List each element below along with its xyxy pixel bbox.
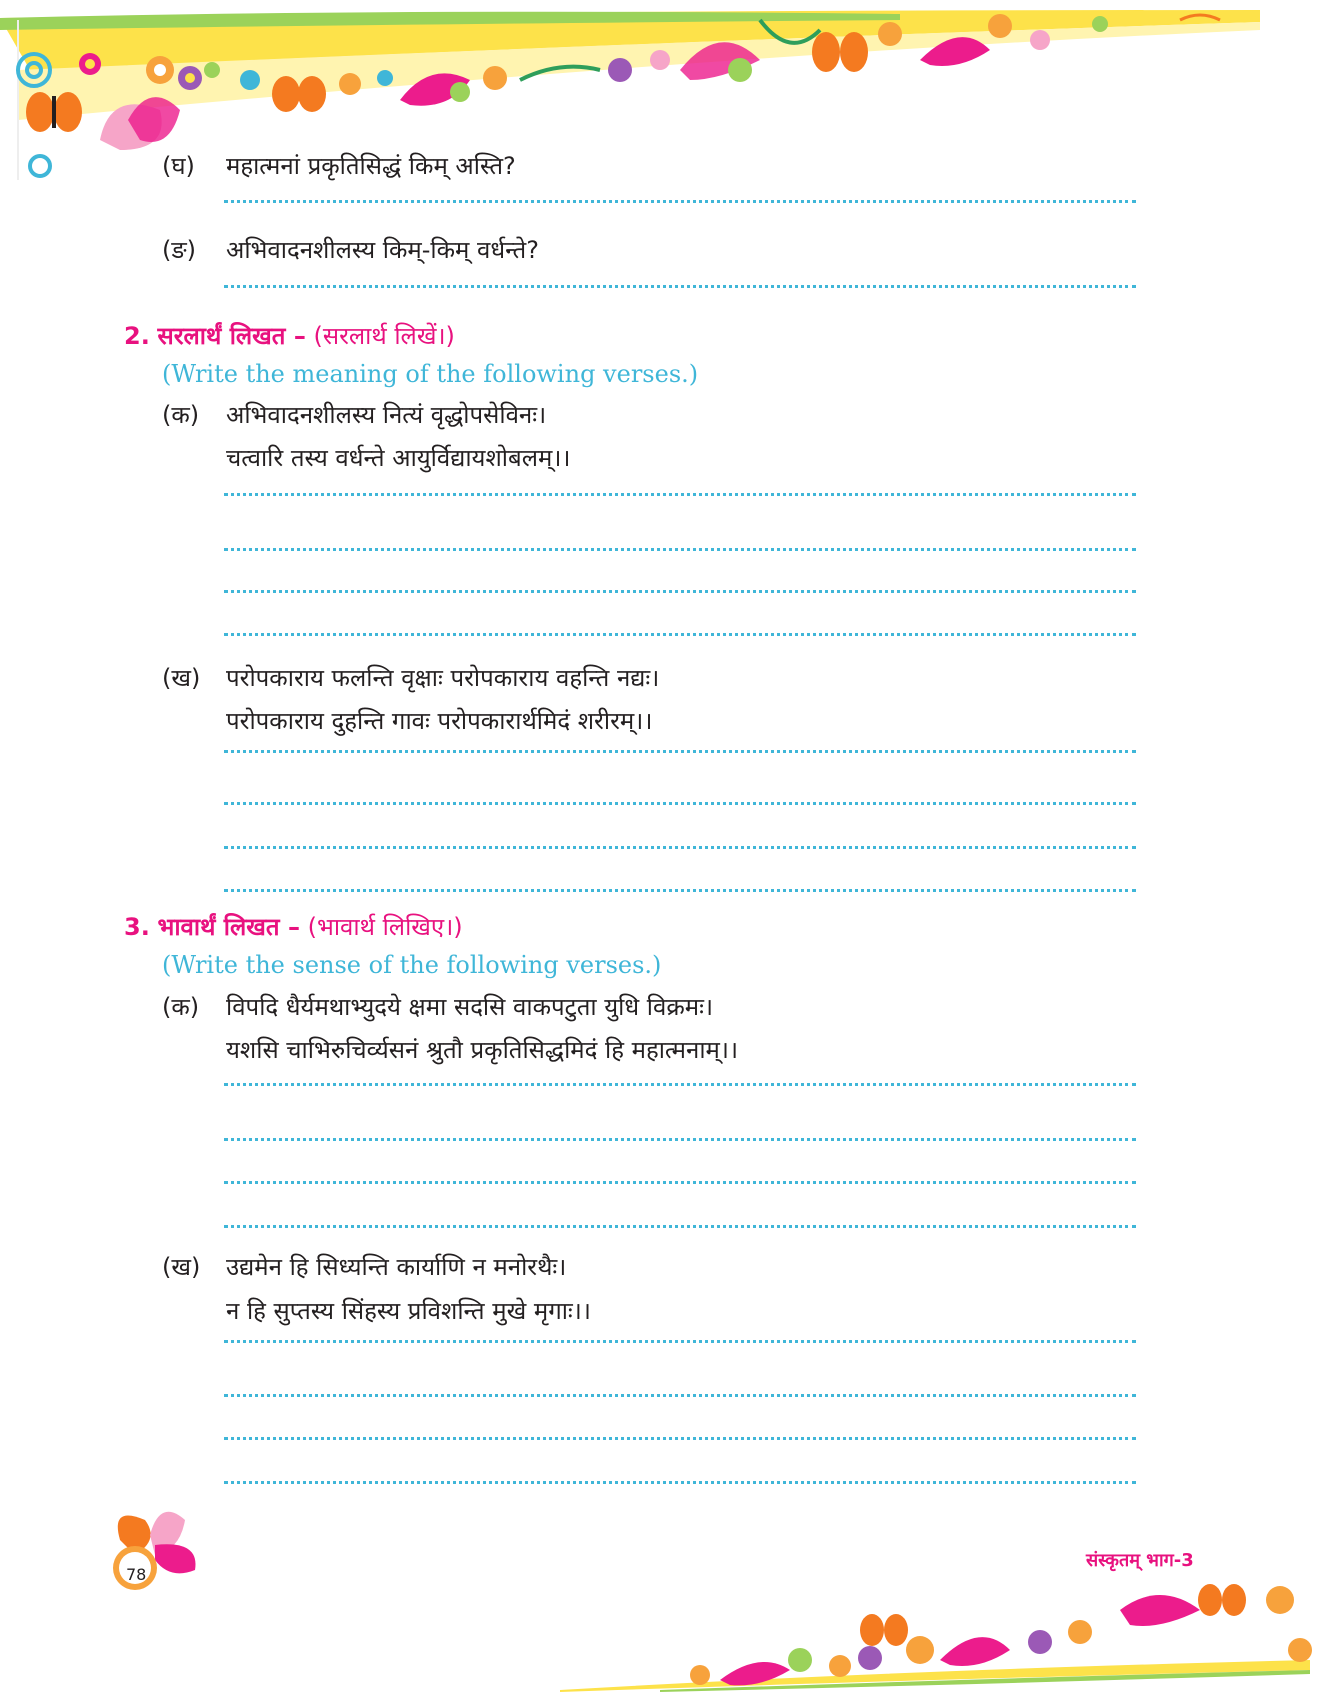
answer-line[interactable] <box>224 548 1136 551</box>
answer-line[interactable] <box>224 590 1136 593</box>
answer-line[interactable] <box>224 493 1136 496</box>
verse-text: परोपकाराय फलन्ति वृक्षाः परोपकाराय वहन्ति नद्यः। <box>226 664 660 692</box>
verse-ka-line1 <box>162 400 546 430</box>
answer-line[interactable] <box>224 633 1136 636</box>
verse-ka-line2: चत्वारि तस्य वर्धन्ते आयुर्विद्यायशोबलम्।। <box>226 444 571 472</box>
verse-text: उद्यमेन हि सिध्यन्ति कार्याणि न मनोरथैः। <box>226 1253 567 1281</box>
question-gha <box>162 151 516 181</box>
verse-kha-line1 <box>162 1252 566 1282</box>
section-hindi-instruction: (सरलार्थ लिखें।) <box>313 322 455 350</box>
bottom-decoration <box>0 1570 1332 1692</box>
section-number: 3. <box>124 913 150 941</box>
verse-ka-line2: यशसि चाभिरुचिर्व्यसनं श्रुतौ प्रकृतिसिद्धमिदं हि महात्मनाम्।। <box>226 1036 739 1064</box>
question-label: (घ) <box>162 152 195 180</box>
answer-line[interactable] <box>224 1225 1136 1228</box>
verse-text: अभिवादनशीलस्य नित्यं वृद्धोपसेविनः। <box>226 401 547 429</box>
question-text: अभिवादनशीलस्य किम्-किम् वर्धन्ते? <box>226 236 539 264</box>
answer-line[interactable] <box>224 846 1136 849</box>
verse-label: (ख) <box>162 1253 201 1281</box>
answer-line[interactable] <box>224 802 1136 805</box>
section-title: भावार्थं लिखत – <box>157 913 300 941</box>
answer-line[interactable] <box>224 1340 1136 1343</box>
page-number: 78 <box>126 1565 147 1584</box>
verse-label: (ख) <box>162 664 201 692</box>
answer-line[interactable] <box>224 889 1136 892</box>
answer-line[interactable] <box>224 1181 1136 1184</box>
section-hindi-instruction: (भावार्थ लिखिए।) <box>307 913 463 941</box>
verse-kha-line2: न हि सुप्तस्य सिंहस्य प्रविशन्ति मुखे मृगाः।। <box>226 1297 591 1325</box>
answer-line[interactable] <box>224 200 1136 203</box>
answer-line[interactable] <box>224 1394 1136 1397</box>
section-title: सरलार्थं लिखत – <box>157 322 306 350</box>
answer-line[interactable] <box>224 750 1136 753</box>
section3-heading <box>124 912 463 942</box>
verse-label: (क) <box>162 993 200 1021</box>
verse-label: (क) <box>162 401 200 429</box>
answer-line[interactable] <box>224 1437 1136 1440</box>
verse-kha-line2: परोपकाराय दुहन्ति गावः परोपकारार्थमिदं शरीरम्।। <box>226 707 653 735</box>
section2-heading <box>124 321 455 351</box>
answer-line[interactable] <box>224 285 1136 288</box>
answer-line[interactable] <box>224 1481 1136 1484</box>
answer-line[interactable] <box>224 1083 1136 1086</box>
question-text: महात्मनां प्रकृतिसिद्धं किम् अस्ति? <box>226 152 516 180</box>
question-label: (ङ) <box>162 236 197 264</box>
section3-english-instruction: (Write the sense of the following verses.) <box>162 951 662 979</box>
butterfly-icon <box>26 92 82 132</box>
section2-english-instruction: (Write the meaning of the following verses.) <box>162 360 699 388</box>
book-title: संस्कृतम् भाग-3 <box>1086 1550 1194 1571</box>
verse-kha-line1 <box>162 663 659 693</box>
section-number: 2. <box>124 322 150 350</box>
verse-text: विपदि धैर्यमथाभ्युदये क्षमा सदसि वाकपटुता युधि विक्रमः। <box>226 993 714 1021</box>
answer-line[interactable] <box>224 1138 1136 1141</box>
verse-ka-line1 <box>162 992 713 1022</box>
question-nga <box>162 235 539 265</box>
